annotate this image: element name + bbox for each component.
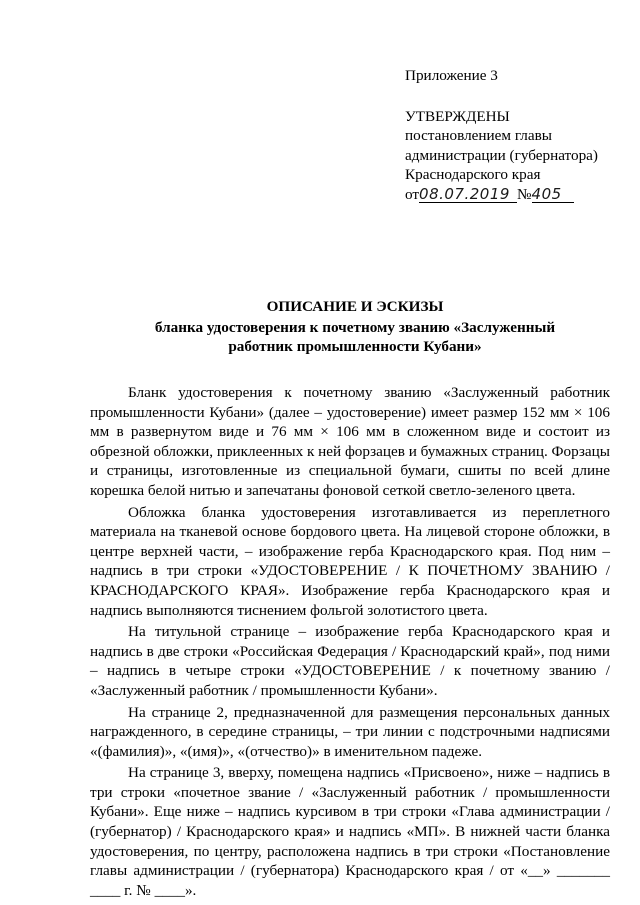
title-line-3: работник промышленности Кубани» (228, 338, 482, 355)
paragraph-5: На странице 3, вверху, помещена надпись «Присвоено», ниже – надпись в три строки «почетное звание / «Заслуженный работник / промышленности Кубани». Еще ниже – надпись курсивом в три строки «Глава администрации / (губернатор) / Краснодарского края» и надпись «МП». В нижней части бланка удостоверения, по центру, расположена надпись в три строки «Постановление главы администрации / (губернатора) Краснодарского края / от «__» _______ ____ г. № ____». (90, 764, 610, 899)
handwritten-number: 405 (532, 187, 574, 203)
number-label: № (517, 185, 532, 203)
document-body (90, 383, 610, 900)
paragraph-4: На странице 2, предназначенной для размещения персональных данных награжденного, в середине страницы, – три линии с подстрочными надписями «(фамилия)», «(имя)», «(отчество)» в именительном падеже. (90, 703, 610, 760)
paragraph-1: Бланк удостоверения к почетному званию «Заслуженный работник промышленности Кубани» (далее – удостоверение) имеет размер 152 мм × 106 мм в развернутом виде и 76 мм × 106 мм в сложенном виде и состоит из обрезной обложки, приклеенных к ней форзацев и бумажных страниц. Форзацы и страницы, изготовленные из специальной бумаги, сшиты по всей длине корешка белой нитью и запечатаны фоновой сеткой светло-зеленого цвета. (90, 384, 610, 499)
approval-line-1: постановлением главы (405, 127, 552, 144)
appendix-label: Приложение 3 (405, 67, 498, 84)
handwritten-date: 08.07.2019 (419, 187, 517, 203)
title-line-2: бланка удостоверения к почетному званию «Заслуженный (154, 319, 556, 336)
approved-heading: УТВЕРЖДЕНЫ (405, 107, 510, 125)
approval-line-3: Краснодарского края (405, 166, 541, 183)
approval-block (405, 66, 630, 204)
title-line-1: ОПИСАНИЕ И ЭСКИЗЫ (266, 298, 444, 315)
paragraph-3: На титульной странице – изображение герба Краснодарского края и надпись в две строки «Российская Федерация / Краснодарский край», под ними – надпись в четыре строки «УДОСТОВЕРЕНИЕ / к почетному званию / «Заслуженный работник / промышленности Кубани». (90, 623, 610, 699)
approval-line-2: администрации (губернатора) (405, 146, 598, 164)
from-label: от (405, 185, 420, 203)
approval-date-line (405, 185, 630, 205)
paragraph-2: Обложка бланка удостоверения изготавливается из переплетного материала на тканевой основе бордового цвета. На лицевой стороне обложки, в центре верхней части, – изображение герба Краснодарского края. Под ним – надпись в три строки «УДОСТОВЕРЕНИЕ / К ПОЧЕТНОМУ ЗВАНИЮ / КРАСНОДАРСКОГО КРАЯ». Изображение герба Краснодарского края и надпись выполняются тиснением фольгой золотистого цвета. (90, 503, 610, 619)
document-title (100, 297, 610, 356)
